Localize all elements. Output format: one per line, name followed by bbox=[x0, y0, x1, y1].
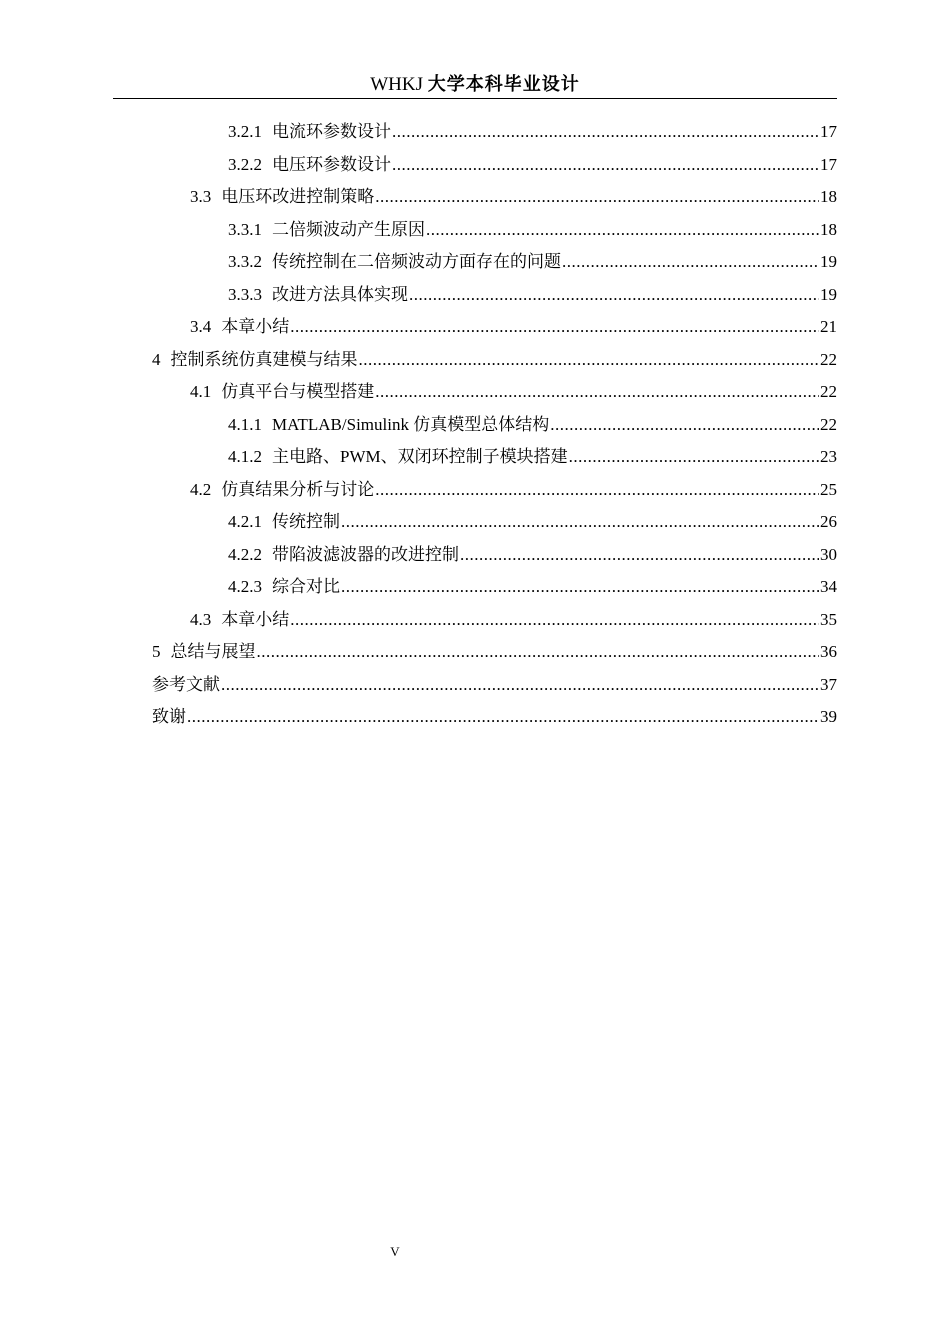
dot-leader bbox=[460, 544, 819, 566]
toc-entry-number: 4.2.1 bbox=[228, 512, 262, 531]
toc-entry[interactable] bbox=[228, 111, 837, 143]
dot-leader bbox=[375, 479, 819, 501]
toc-entry-page: 22 bbox=[820, 349, 837, 369]
toc-entry-title: 仿真结果分析与讨论 bbox=[221, 479, 375, 499]
toc-entry-number: 4.1 bbox=[190, 382, 212, 401]
dot-leader bbox=[569, 446, 819, 468]
dot-leader bbox=[550, 414, 819, 436]
dot-leader bbox=[341, 576, 819, 598]
toc-entry-number: 4.1.1 bbox=[228, 414, 262, 434]
toc-entry-page: 30 bbox=[820, 544, 837, 564]
toc-entry-title: 控制系统仿真建模与结果 bbox=[170, 349, 358, 369]
dot-leader bbox=[290, 316, 819, 338]
dot-leader bbox=[221, 674, 819, 696]
toc-entry-page: 19 bbox=[820, 284, 837, 304]
toc-entry[interactable] bbox=[228, 241, 837, 273]
toc-entry-title: 电流环参数设计 bbox=[272, 122, 391, 141]
toc-entry-title: 传统控制 bbox=[272, 512, 340, 531]
toc-entry-page: 36 bbox=[820, 642, 837, 661]
dot-leader bbox=[375, 186, 819, 208]
toc-entry[interactable] bbox=[190, 306, 837, 338]
dot-leader bbox=[187, 706, 819, 728]
toc-entry-page: 34 bbox=[820, 577, 837, 596]
toc-entry-number: 3.3.1 bbox=[228, 219, 262, 239]
toc-entry[interactable] bbox=[228, 534, 837, 566]
toc-entry-number: 5 bbox=[152, 642, 161, 661]
dot-leader bbox=[426, 219, 819, 241]
toc-entry-number: 4.2.3 bbox=[228, 577, 262, 596]
toc-entry-number: 3.3.2 bbox=[228, 252, 262, 271]
toc-entry-number: 3.2.2 bbox=[228, 154, 262, 174]
toc-entry[interactable] bbox=[152, 339, 837, 371]
toc-entry-number: 3.3.3 bbox=[228, 284, 262, 304]
toc-entry-title: 电压环参数设计 bbox=[272, 154, 391, 174]
page-number: V bbox=[390, 1244, 400, 1259]
header-rule bbox=[113, 98, 837, 99]
toc-entry-page: 23 bbox=[820, 447, 837, 466]
header-title-latin: WHKJ bbox=[370, 74, 424, 95]
toc-entry-number: 3.3 bbox=[190, 187, 212, 206]
toc-entry-page: 18 bbox=[820, 187, 837, 206]
toc-entry[interactable] bbox=[228, 274, 837, 306]
toc-entry[interactable] bbox=[152, 696, 837, 728]
toc-entry-number: 4.2 bbox=[190, 479, 212, 499]
toc-entry[interactable] bbox=[228, 404, 837, 436]
dot-leader bbox=[409, 284, 819, 306]
toc-entry[interactable] bbox=[228, 501, 837, 533]
running-header bbox=[113, 72, 837, 98]
toc-entry-title: 致谢 bbox=[152, 707, 186, 726]
dot-leader bbox=[290, 609, 819, 631]
toc-entry[interactable] bbox=[190, 469, 837, 501]
toc-entry-page: 39 bbox=[820, 707, 837, 726]
toc-entry-page: 26 bbox=[820, 512, 837, 531]
toc-entry-number: 4.1.2 bbox=[228, 447, 262, 466]
toc-entry[interactable] bbox=[152, 631, 837, 663]
toc-entry[interactable] bbox=[228, 436, 837, 468]
toc-entry[interactable] bbox=[152, 664, 837, 696]
toc-entry-title: 二倍频波动产生原因 bbox=[272, 219, 425, 239]
header-title-cjk: 大学本科毕业设计 bbox=[427, 74, 580, 95]
toc-entry-page: 18 bbox=[820, 219, 837, 239]
toc-entry-title: 改进方法具体实现 bbox=[272, 284, 408, 304]
toc-entry-page: 37 bbox=[820, 674, 837, 694]
dot-leader bbox=[375, 381, 819, 403]
toc-entry-number: 3.4 bbox=[190, 317, 212, 336]
toc-entry-title: 总结与展望 bbox=[170, 642, 256, 661]
toc-entry-page: 19 bbox=[820, 252, 837, 271]
toc-entry-title: MATLAB/Simulink 仿真模型总体结构 bbox=[272, 414, 550, 434]
dot-leader bbox=[392, 154, 819, 176]
toc-entry[interactable] bbox=[228, 209, 837, 241]
toc-entry-title: 电压环改进控制策略 bbox=[221, 187, 375, 206]
toc-entry-number: 4.3 bbox=[190, 609, 212, 629]
toc-entry[interactable] bbox=[190, 599, 837, 631]
toc-entry-page: 22 bbox=[820, 414, 837, 434]
toc-entry-title: 传统控制在二倍频波动方面存在的问题 bbox=[272, 252, 561, 271]
toc-entry-number: 4 bbox=[152, 349, 161, 369]
toc-entry-title: 带陷波滤波器的改进控制 bbox=[272, 544, 459, 564]
toc-entry-title: 仿真平台与模型搭建 bbox=[221, 382, 375, 401]
dot-leader bbox=[562, 251, 819, 273]
toc-entry-page: 25 bbox=[820, 479, 837, 499]
toc-entry-page: 17 bbox=[820, 122, 837, 141]
toc-entry-title: 本章小结 bbox=[221, 609, 290, 629]
toc-entry-number: 3.2.1 bbox=[228, 122, 262, 141]
toc-entry-number: 4.2.2 bbox=[228, 544, 262, 564]
toc-entry[interactable] bbox=[190, 371, 837, 403]
dot-leader bbox=[359, 349, 820, 371]
toc-entry[interactable] bbox=[190, 176, 837, 208]
toc-entry-title: 本章小结 bbox=[221, 317, 290, 336]
dot-leader bbox=[257, 641, 820, 663]
toc-entry-title: 主电路、PWM、双闭环控制子模块搭建 bbox=[272, 447, 568, 466]
dot-leader bbox=[392, 121, 819, 143]
toc-entry[interactable] bbox=[228, 144, 837, 176]
toc-entry-page: 21 bbox=[820, 317, 837, 336]
toc-entry[interactable] bbox=[228, 566, 837, 598]
toc-entry-title: 综合对比 bbox=[272, 577, 340, 596]
toc-entry-title: 参考文献 bbox=[152, 674, 220, 694]
toc-entry-page: 22 bbox=[820, 382, 837, 401]
toc-entry-page: 17 bbox=[820, 154, 837, 174]
dot-leader bbox=[341, 511, 819, 533]
toc-entry-page: 35 bbox=[820, 609, 837, 629]
